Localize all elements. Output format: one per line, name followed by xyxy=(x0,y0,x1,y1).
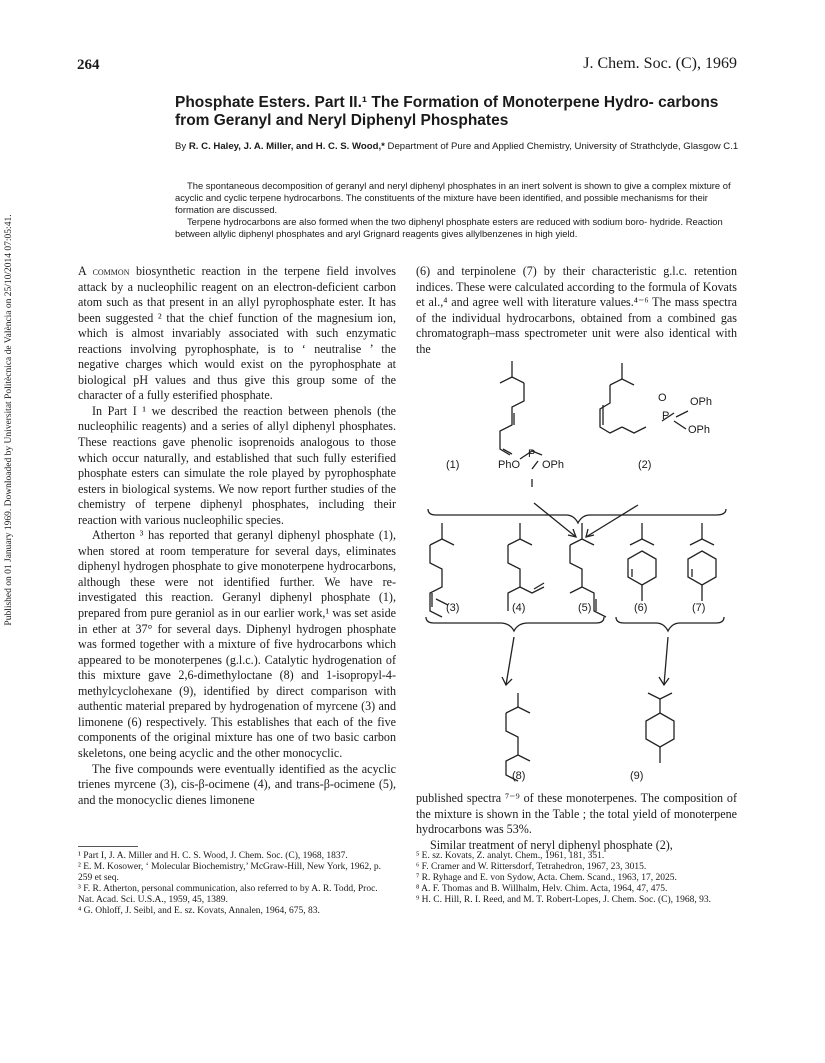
footnote: ⁴ G. Ohloff, J. Seibl, and E. sz. Kovats, Annalen, 1964, 675, 83. xyxy=(78,906,320,916)
body-paragraph: In Part I ¹ we described the reaction between phenols (the nucleophilic reagents) and a series of allyl diphenyl phosphates. These reactions gave phenolic isoprenoids analogous to those which occur naturally, and established that such fully esterified phosphate esters can simulate the role played by pyrophosphate esters in biological systems. We now report further studies of the chemistry of terpene diphenyl phosphates, including their reaction with various nucleophilic species. xyxy=(78,403,396,527)
limonene-structure xyxy=(628,523,656,601)
abstract-paragraph: Terpene hydrocarbons are also formed when the two diphenyl phosphate esters are reduced with sodium boro- hydride. Reaction between allylic diphenyl phosphates and aryl Grignard reagents gives allylbenzenes in high yield. xyxy=(175,216,723,239)
footnote: ¹ Part I, J. A. Miller and H. C. S. Wood, J. Chem. Soc. (C), 1968, 1837. xyxy=(78,851,348,861)
oph-label: OPh xyxy=(688,424,711,436)
neryl-phosphate-structure xyxy=(600,363,688,433)
cis-ocimene-structure xyxy=(508,523,544,611)
isopropyl-methylcyclohexane-structure xyxy=(646,693,674,763)
download-note: Published on 01 January 1969. Downloaded by Universitat Politècnica de València on 25/10/2014 07:05:41. xyxy=(4,214,14,626)
compound-label-5: (5) xyxy=(578,602,592,614)
oph-label: OPh xyxy=(690,396,713,408)
phosphorus-label: P xyxy=(662,410,670,422)
paragraph-text: biosynthetic reaction in the terpene field involves attack by a nucleophilic reagent on an electron-deficient carbon atom such as that present in an allyl pyrophosphate ester. It has been suggested ² that the chief function of the magnesium ion, which is almost invariably associated with such enzymatic reactions involving pyrophosphate, is to ‘ neutralise ’ the negative charges which would exist on the pyrophosphate at biological pH values and thus give this group some of the character of a fully esterified phosphate. xyxy=(78,264,396,403)
right-column-top xyxy=(416,264,737,357)
footnote: ³ F. R. Atherton, personal communication, also referred to by A. R. Todd, Proc. Nat. Acad. Sci. U.S.A., 1959, 45, 1389. xyxy=(78,884,378,905)
footnotes-right xyxy=(416,851,737,906)
compound-label-4: (4) xyxy=(512,602,526,614)
right-column-bottom xyxy=(416,791,737,853)
compound-label-6: (6) xyxy=(634,602,648,614)
footnote: ⁵ E. sz. Kovats, Z. analyt. Chem., 1961, 181, 351. xyxy=(416,851,605,861)
page-number: 264 xyxy=(77,57,100,73)
footnotes-left xyxy=(78,851,396,917)
compound-label-2: (2) xyxy=(638,459,652,471)
footnote: ⁷ R. Ryhage and E. von Sydow, Acta. Chem. Scand., 1963, 17, 2025. xyxy=(416,873,677,883)
oxygen-label: O xyxy=(658,392,667,404)
compound-label-8: (8) xyxy=(512,770,526,782)
pho-label: PhO xyxy=(498,459,521,471)
abstract-paragraph: The spontaneous decomposition of geranyl and neryl diphenyl phosphates in an inert solvent is shown to give a complex mixture of acyclic and cyclic terpene hydrocarbons. The constituents of the mixture have been identified, and possible mechanisms for their formation are discussed. xyxy=(175,180,731,215)
byline xyxy=(175,140,745,153)
journal-header: J. Chem. Soc. (C), 1969 xyxy=(583,55,737,72)
authors: R. C. Haley, J. A. Miller, and H. C. S. Wood,* xyxy=(188,141,385,152)
body-paragraph xyxy=(78,264,396,404)
footnote-rule xyxy=(78,846,138,847)
left-column xyxy=(78,264,396,808)
phosphorus-label: P xyxy=(528,448,536,460)
oph-label: OPh xyxy=(542,459,565,471)
body-paragraph: published spectra ⁷⁻⁹ of these monoterpenes. The composition of the mixture is shown in the Table ; the total yield of monoterpene hydrocarbons was 53%. xyxy=(416,791,737,837)
byline-prefix: By xyxy=(175,141,187,152)
body-paragraph: (6) and terpinolene (7) by their characteristic g.l.c. retention indices. These were calculated according to the formula of Kovats et al.,⁴ and agree well with literature values.⁴⁻⁶ The mass spectra of the individual hydrocarbons, obtained from a combined gas chromatograph–mass spectrometer unit were also identical with the xyxy=(416,264,737,356)
lead-in: A common xyxy=(78,264,130,278)
reaction-scheme xyxy=(416,355,742,785)
compound-label-1: (1) xyxy=(446,459,460,471)
compound-label-3: (3) xyxy=(446,602,460,614)
body-paragraph: Similar treatment of neryl diphenyl phosphate (2), xyxy=(430,837,673,852)
article-title: Phosphate Esters. Part II.¹ The Formation of Monoterpene Hydro- carbons from Geranyl and Neryl Diphenyl Phosphates xyxy=(175,94,719,129)
footnote: ² E. M. Kosower, ‘ Molecular Biochemistry,’ McGraw-Hill, New York, 1962, p. 259 et seq. xyxy=(78,862,381,883)
footnote: ⁸ A. F. Thomas and B. Willhalm, Helv. Chim. Acta, 1964, 47, 475. xyxy=(416,884,668,894)
body-paragraph: Atherton ³ has reported that geranyl diphenyl phosphate (1), when stored at room temperature for several days, eliminates diphenyl hydrogen phosphate to give monoterpene hydrocarbons, although these were not identified further. We have re-investigated this reaction. Geranyl diphenyl phosphate (1), prepared from pure geraniol as in our earlier work,¹ was set aside in ether at 37° for several days. Diphenyl hydrogen phosphate was formed together with a mixture of five hydrocarbons which appeared to be monoterpenes (g.l.c.). Catalytic hydrogenation of this mixture gave 2,6-dimethyloctane (8) and 1-isopropyl-4-methylcyclohexane (9), identified by direct comparison with authentic material prepared by hydrogenation of myrcene (3) and limonene (6) respectively. This establishes that each of the five components of the original mixture has one of two basic carbon skeletons, one being acyclic and the other monocyclic. xyxy=(78,528,396,760)
terpinolene-structure xyxy=(688,523,716,601)
compound-label-9: (9) xyxy=(630,770,644,782)
abstract xyxy=(175,180,745,240)
body-paragraph: The five compounds were eventually identified as the acyclic trienes myrcene (3), cis-β-ocimene (4), and trans-β-ocimene (5), and the monocyclic dienes limonene xyxy=(78,761,396,807)
compound-label-7: (7) xyxy=(692,602,706,614)
download-watermark xyxy=(2,180,18,660)
affiliation: Department of Pure and Applied Chemistry, University of Strathclyde, Glasgow C.1 xyxy=(387,141,739,152)
dimethyloctane-structure xyxy=(506,693,530,781)
footnote: ⁶ F. Cramer and W. Rittersdorf, Tetrahedron, 1967, 23, 3015. xyxy=(416,862,647,872)
footnote: ⁹ H. C. Hill, R. I. Reed, and M. T. Robert-Lopes, J. Chem. Soc. (C), 1968, 93. xyxy=(416,895,712,905)
